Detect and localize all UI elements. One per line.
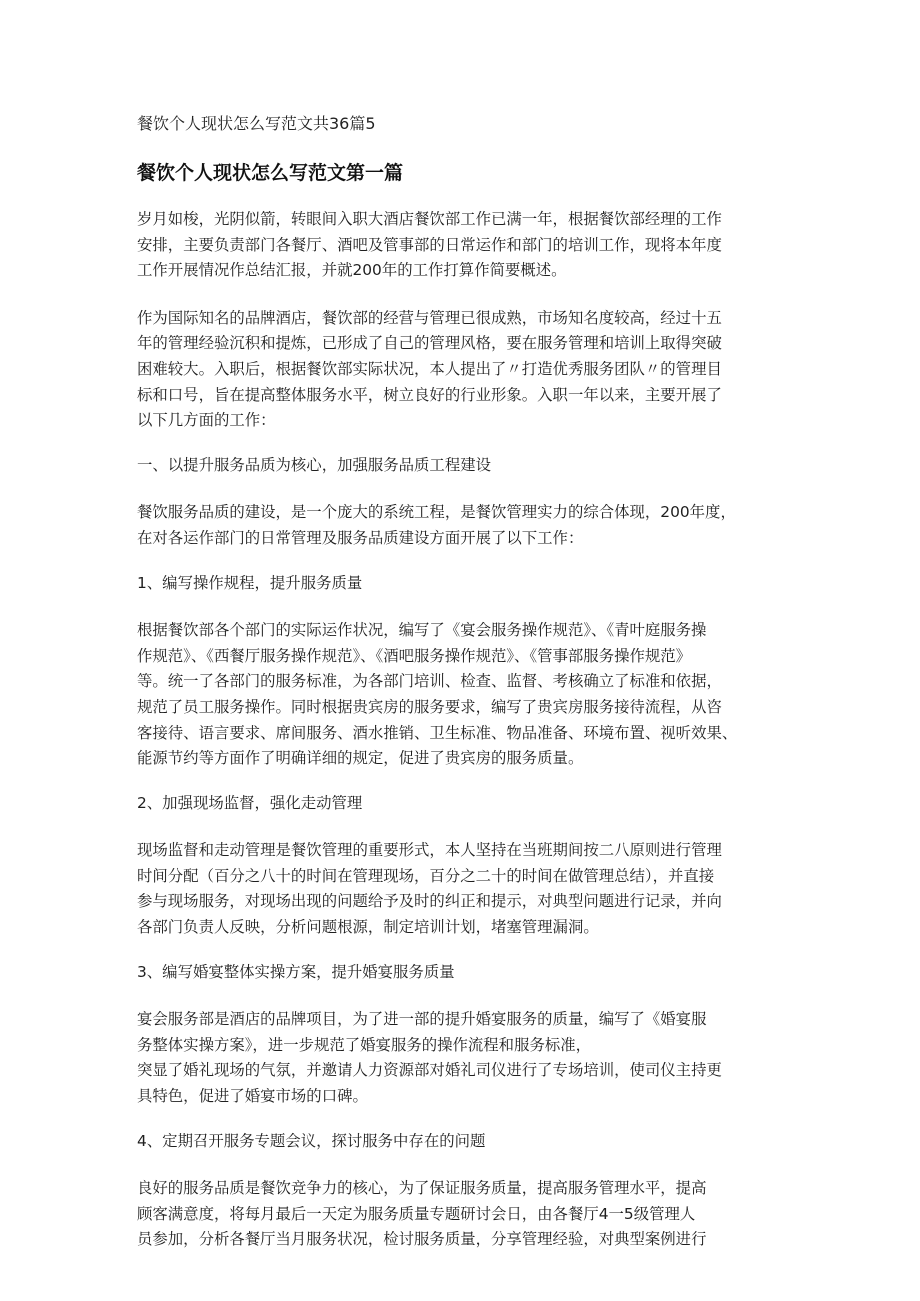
paragraph-6 (137, 1007, 797, 1109)
text-line: 参与现场服务，对现场出现的问题给予及时的纠正和提示，对典型问题进行记录，并向 (137, 892, 722, 911)
text-line: 工作开展情况作总结汇报，并就200年的工作打算作简要概述。 (137, 261, 567, 280)
subheading-4 (137, 960, 797, 986)
paragraph-7 (137, 1176, 797, 1253)
text-line: 标和口号，旨在提高整体服务水平，树立良好的行业形象。入职一年以来，主要开展了 (137, 385, 722, 404)
text-line: 客接待、语言要求、席间服务、酒水推销、卫生标准、物品准备、环境布置、视听效果、 (137, 723, 738, 742)
paragraph-2 (137, 306, 797, 434)
text-line: 突显了婚礼现场的气氛，并邀请人力资源部对婚礼司仪进行了专场培训，使司仪主持更 (137, 1061, 722, 1080)
text-line: 各部门负责人反映，分析问题根源，制定培训计划，堵塞管理漏洞。 (137, 918, 599, 937)
paragraph-3 (137, 500, 797, 551)
text-line: 在对各运作部门的日常管理及服务品质建设方面开展了以下工作： (137, 528, 584, 547)
text-line: 作为国际知名的品牌酒店，餐饮部的经营与管理已很成熟，市场知名度较高，经过十五 (137, 308, 722, 327)
text-line: 作规范》、《西餐厅服务操作规范》、《酒吧服务操作规范》、《管事部服务操作规范》 (137, 646, 692, 665)
text-line: 以下几方面的工作： (137, 411, 276, 430)
text-line: 3、编写婚宴整体实操方案，提升婚宴服务质量 (137, 962, 455, 981)
paragraph-5 (137, 838, 797, 940)
text-line: 根据餐饮部各个部门的实际运作状况，编写了《宴会服务操作规范》、《青叶庭服务操 (137, 621, 707, 640)
text-line: 现场监督和走动管理是餐饮管理的重要形式，本人坚持在当班期间按二八原则进行管理 (137, 841, 722, 860)
text-line: 餐饮服务品质的建设，是一个庞大的系统工程，是餐饮管理实力的综合体现，200年度， (137, 503, 736, 522)
text-line: 安排，主要负责部门各餐厅、酒吧及管事部的日常运作和部门的培训工作，现将本年度 (137, 235, 722, 254)
text-line: 4、定期召开服务专题会议，探讨服务中存在的问题 (137, 1131, 486, 1150)
text-line: 员参加，分析各餐厅当月服务状况，检讨服务质量，分享管理经验，对典型案例进行 (137, 1230, 707, 1249)
text-line: 时间分配（百分之八十的时间在管理现场，百分之二十的时间在做管理总结），并直接 (137, 866, 715, 885)
text-line: 良好的服务品质是餐饮竞争力的核心，为了保证服务质量，提高服务管理水平，提高 (137, 1179, 707, 1198)
text-line: 等。统一了各部门的服务标准，为各部门培训、检查、监督、考核确立了标准和依据， (137, 672, 722, 691)
text-line: 具特色，促进了婚宴市场的口碑。 (137, 1087, 368, 1106)
text-line: 宴会服务部是酒店的品牌项目，为了进一部的提升婚宴服务的质量，编写了《婚宴服 (137, 1010, 707, 1029)
text-line: 2、加强现场监督，强化走动管理 (137, 793, 363, 812)
text-line: 务整体实操方案》，进一步规范了婚宴服务的操作流程和服务标准， (137, 1035, 592, 1054)
text-line: 年的管理经验沉积和提炼，已形成了自己的管理风格，要在服务管理和培训上取得突破 (137, 334, 722, 353)
text-line: 岁月如梭，光阴似箭，转眼间入职大酒店餐饮部工作已满一年，根据餐饮部经理的工作 (137, 210, 722, 228)
subheading-2 (137, 571, 797, 597)
paragraph-4 (137, 618, 797, 772)
subheading-1 (137, 453, 797, 479)
text-line: 1、编写操作规程，提升服务质量 (137, 573, 363, 592)
text-line: 一、以提升服务品质为核心，加强服务品质工程建设 (137, 455, 491, 474)
text-line: 顾客满意度，将每月最后一天定为服务质量专题研讨会日，由各餐厅4一5级管理人 (137, 1204, 696, 1223)
text-line: 能源节约等方面作了明确详细的规定，促进了贵宾房的服务质量。 (137, 749, 584, 768)
document-page (137, 108, 797, 1253)
document-title: 餐饮个人现状怎么写范文共36篇5 (137, 114, 376, 133)
section-heading: 餐饮个人现状怎么写范文第一篇 (137, 162, 404, 184)
subheading-3 (137, 791, 797, 817)
text-line: 困难较大。入职后，根据餐饮部实际状况，本人提出了〃打造优秀服务团队〃的管理目 (137, 359, 722, 378)
paragraph-1 (137, 207, 797, 284)
subheading-5 (137, 1129, 797, 1155)
text-line: 规范了员工服务操作。同时根据贵宾房的服务要求，编写了贵宾房服务接待流程，从咨 (137, 697, 722, 716)
